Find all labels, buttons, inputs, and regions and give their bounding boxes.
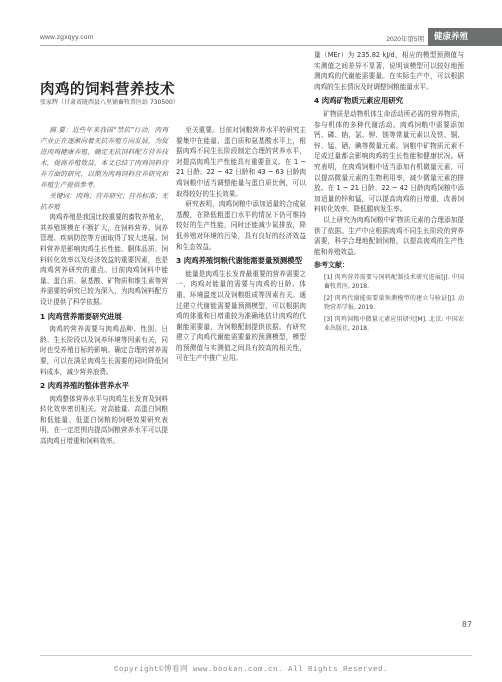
abstract: 摘 要：近些年来我国“禁抗”行动，肉鸡产业正在逐渐向着无抗养殖方向发展，为促进肉鸡健康养殖，确定无抗饲料配方营养技术，提高养殖效益，本文总结了肉鸡饲料营养方面的研究，以期为肉鸡饲料营养研究和养殖生产提供参考。 [40, 126, 168, 189]
column-2 [176, 125, 306, 364]
column-1 [40, 125, 168, 447]
paragraph: 以上研究为肉鸡饲粮中矿物质元素的合理添加提供了依据。生产中应根据肉鸡不同生长阶段的营养需要，科学合理地配制饲粮，以提高肉鸡的生产性能和养殖效益。 [314, 215, 464, 256]
paragraph: 至关重要。目前对饲粮营养水平的研究主要集中在能量、蛋白质和氨基酸水平上，根据肉鸡不同生长阶段制定合理的营养水平，对提高肉鸡生产性能具有重要意义。在 1 ~ 21 日龄、22 ~ 42 日龄和 43 ~ 63 日龄肉鸡饲粮中适当调整能量与蛋白质比例，可以取得较好的生长效果。 [176, 126, 306, 198]
section-heading-1: 1 肉鸡营养需要研究进展 [40, 311, 122, 321]
header-url: www.zgxqyy.com [40, 34, 94, 41]
copyright-footer: Copyright©博看网 www.bookan.com.cn. All Rights Reserved. [113, 666, 389, 674]
header-divider [40, 45, 428, 46]
footer-divider [40, 655, 472, 656]
paragraph: 能量是肉鸡生长发育最重要的营养需要之一，肉鸡对能量的需要与肉鸡的日龄、体重、环境温度以及饲粮组成等因素有关。通过建立代谢能需要量预测模型，可以根据肉鸡的体重和日增重较为准确地估计肉鸡的代谢能需要量，为饲粮配制提供依据。有研究建立了肉鸡代谢能需要量的预测模型，模型的预测值与实测值之间具有较高的相关性，可在生产中推广应用。 [176, 269, 306, 363]
keywords: 关键词：肉鸡；营养研究；营养标准；无抗养殖 [40, 192, 168, 211]
section-heading-2: 2 肉鸡养殖的整体营养水平 [40, 381, 130, 391]
header-issue: 2020年第5期 [386, 36, 424, 43]
paragraph: 矿物质是动物机体生命活动所必需的营养物质，参与机体的多种代谢活动。肉鸡饲粮中需要添加钙、磷、钠、氯、钾、镁等常量元素以及铁、铜、锌、锰、硒、碘等微量元素。饲粮中矿物质元素不足或过量都会影响肉鸡的生长性能和健康状况。研究表明，在肉鸡饲粮中适当添加有机微量元素，可以提高微量元素的生物利用率，减少微量元素的排放。在 1 ~ 21 日龄、22 ~ 42 日龄肉鸡饲粮中添加适量的锌和锰，可以提高肉鸡的日增重，改善饲料转化效率，降低腿病发生率。 [314, 109, 464, 214]
page-number: 87 [461, 620, 472, 629]
paragraph: 量（MEr）为 235.82 kJ/d，相应的模型预测值与实测值之间差异不显著，说明该模型可以较好地预测肉鸡的代谢能需要量。在实际生产中，可以根据肉鸡的生长情况及时调整饲粮能量水平。 [314, 51, 464, 91]
paragraph: 肉鸡整体营养水平与肉鸡生长发育及饲料转化效率密切相关。对高能量、高蛋白饲粮和低能量、低蛋白饲粮的饲喂效果研究表明，在一定范围内提高饲粮营养水平可以提高肉鸡日增重和饲料效率。 [40, 394, 168, 446]
reference-item: [3] 肉鸡饲粮中微量元素应用研究[M]. 北京: 中国农业出版社, 2018. [324, 315, 464, 332]
article-title: 肉鸡的饲料营养技术 [40, 81, 175, 98]
paragraph: 肉鸡的营养需要与肉鸡品种、性别、日龄、生长阶段以及饲养环境等因素有关，同时也受养殖目标的影响。确定合理的营养需要，可以在满足肉鸡生长需要的同时降低饲料成本，减少营养浪费。 [40, 325, 168, 376]
paragraph: 研究表明，肉鸡饲粮中添加适量的合成氨基酸，在降低粗蛋白水平的情况下仍可维持较好的生产性能，同时还能减少氮排放，降低养殖对环境的污染，具有良好的经济效益和生态效益。 [176, 200, 306, 251]
intro-paragraph: 肉鸡养殖是我国比较重要的畜牧养殖业，其养殖规模在不断扩大，在饲料营养、饲养管理、疾病防控等方面取得了较大进展。饲料营养是影响肉鸡生长性能、胴体品质、饲料转化效率以及经济效益的重要因素，也是肉鸡营养研究的重点。目前肉鸡饲料中能量、蛋白质、氨基酸、矿物质和维生素等营养需要的研究已较为深入，为肉鸡饲料配方设计提供了科学依据。 [40, 213, 168, 306]
references-title: 参考文献： [314, 261, 349, 270]
article-author: 张家辉（甘肃省陇西县八里铺畜牧兽医站 730500） [40, 99, 179, 106]
reference-item: [2] 肉鸡代谢能需要量预测模型的建立与验证[J]. 动物营养学报, 2019. [324, 294, 464, 312]
column-3 [314, 50, 464, 335]
header-section-tab: 健康养殖 [428, 28, 502, 46]
reference-item: [1] 肉鸡营养需要与饲料配制技术研究进展[J]. 中国畜牧兽医, 2018. [324, 273, 464, 291]
section-heading-4: 4 肉鸡矿物质元素应用研究 [314, 96, 404, 106]
section-heading-3: 3 肉鸡养殖饲粮代谢能需要量预测模型 [176, 256, 302, 266]
